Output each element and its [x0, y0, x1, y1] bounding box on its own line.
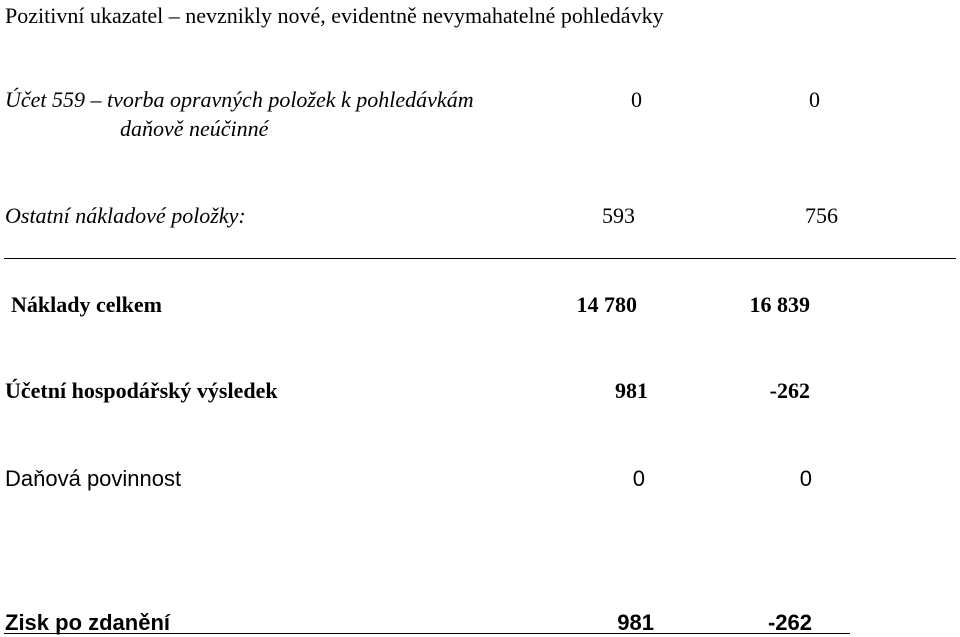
accounting-result-value-1: 981: [615, 378, 648, 403]
tax-liability-value-2: 0: [799, 466, 812, 491]
accounting-result-label: Účetní hospodářský výsledek: [5, 378, 278, 403]
separator-line: [4, 258, 956, 259]
profit-underline: [4, 633, 850, 634]
other-costs-value-1: 593: [602, 203, 635, 228]
tax-liability-value-1: 0: [632, 466, 645, 491]
accounting-result-value-2: -262: [769, 378, 810, 403]
other-costs-value-2: 756: [805, 203, 838, 228]
account-559-value-2: 0: [809, 87, 820, 112]
total-costs-label: Náklady celkem: [11, 292, 162, 317]
profit-after-tax-value-2: -262: [767, 610, 812, 635]
header-text: Pozitivní ukazatel – nevznikly nové, evidentně nevymahatelné pohledávky: [5, 3, 664, 28]
account-559-label-line1: Účet 559 – tvorba opravných položek k pohledávkám: [5, 87, 474, 112]
tax-liability-label: Daňová povinnost: [5, 466, 182, 491]
profit-after-tax-label: Zisk po zdanění: [5, 610, 171, 635]
account-559-label-line2: daňově neúčinné: [120, 116, 269, 141]
total-costs-value-2: 16 839: [749, 292, 810, 317]
account-559-value-1: 0: [631, 87, 642, 112]
other-costs-label: Ostatní nákladové položky:: [5, 203, 246, 228]
total-costs-value-1: 14 780: [576, 292, 637, 317]
profit-after-tax-value-1: 981: [617, 610, 654, 635]
